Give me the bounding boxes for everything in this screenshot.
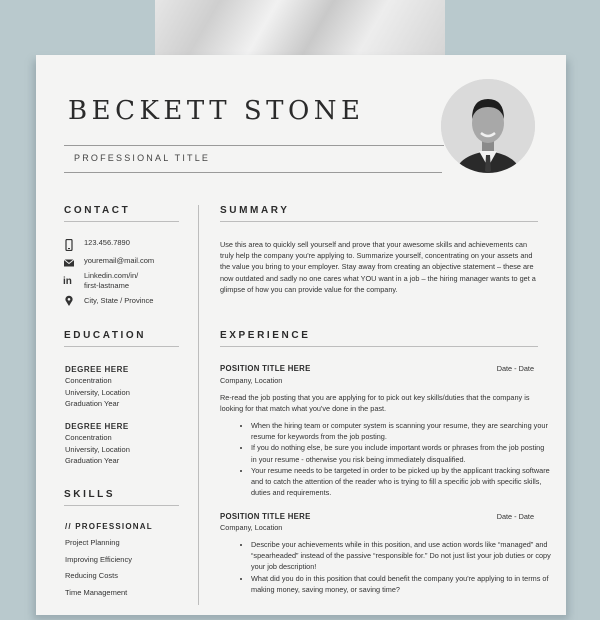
experience-heading: EXPERIENCE — [220, 330, 311, 341]
location-pin-icon — [63, 294, 75, 306]
contact-phone: 123.456.7890 — [84, 238, 130, 247]
education-heading: EDUCATION — [64, 330, 147, 341]
position-title: POSITION TITLE HERE — [220, 364, 311, 373]
education-degree: DEGREE HERE — [65, 365, 129, 374]
svg-text:in: in — [63, 276, 72, 286]
contact-divider — [64, 221, 179, 222]
professional-title: PROFESSIONAL TITLE — [74, 153, 211, 163]
resume-name: BECKETT STONE — [68, 96, 365, 126]
education-school: University, Location — [65, 387, 130, 397]
position-bullet: • Describe your achievements while in this position, and use action words like “managed” and “spearheaded” instead of the passive “responsible for.” Do not just list your job duties or copy your job description! — [251, 539, 551, 573]
education-entry-2 — [65, 421, 130, 466]
education-year: Graduation Year — [65, 398, 120, 408]
position-bullet: • What did you do in this position that could benefit the company you're applying to in terms of making money, saving money, or saving time? — [251, 573, 551, 595]
mail-icon — [63, 256, 75, 268]
contact-heading: CONTACT — [64, 205, 131, 216]
experience-divider — [220, 346, 538, 347]
summary-text: Use this area to quickly sell yourself and prove that your awesome skills and achievements can truly help the company you're applying to. Summarize yourself, concentrating on your assets and the value you bring to your employer. Stay away from creating an objective statement – these are now outdated and sadly no one cares what YOU want in a job – the hiring manager wants to get a glimpse of how you can provide value for the company. — [220, 240, 536, 294]
contact-linkedin — [84, 271, 138, 291]
position-intro: Re-read the job posting that you are applying for to pick out key skills/duties that the company is looking for that match what you've done in the past. — [220, 393, 530, 414]
skills-divider — [64, 505, 179, 506]
position-dates: Date - Date — [496, 512, 534, 521]
position-company: Company, Location — [220, 523, 283, 532]
position-dates: Date - Date — [496, 364, 534, 373]
position-title: POSITION TITLE HERE — [220, 512, 311, 521]
position-bullets — [236, 420, 551, 498]
contact-email: youremail@mail.com — [84, 256, 155, 265]
title-divider-bottom — [64, 172, 442, 173]
position-bullet: • If you do nothing else, be sure you include important words or phrases from the job posting in your resume - otherwise you risk being immediately disqualified. — [251, 442, 551, 464]
skills-heading: SKILLS — [64, 489, 116, 500]
summary-divider — [220, 221, 538, 222]
position-company: Company, Location — [220, 376, 283, 385]
education-degree: DEGREE HERE — [65, 422, 129, 431]
skill-item: Reducing Costs — [65, 571, 118, 580]
position-bullets — [236, 539, 551, 595]
phone-icon — [63, 238, 75, 250]
education-year: Graduation Year — [65, 455, 120, 465]
contact-location: City, State / Province — [84, 296, 154, 305]
education-concentration: Concentration — [65, 376, 112, 386]
marble-background — [155, 0, 445, 62]
summary-heading: SUMMARY — [220, 205, 290, 216]
skill-item: Project Planning — [65, 538, 120, 547]
contact-linkedin-line2: first-lastname — [84, 281, 130, 290]
education-concentration: Concentration — [65, 433, 112, 443]
profile-photo — [441, 79, 535, 173]
education-entry-1 — [65, 364, 130, 409]
education-school: University, Location — [65, 444, 130, 454]
skill-item: Improving Efficiency — [65, 555, 132, 564]
position-bullet: • When the hiring team or computer system is scanning your resume, they are searching your resume for keywords from the job posting. — [251, 420, 551, 442]
skills-subheading: // PROFESSIONAL — [65, 522, 153, 531]
contact-linkedin-line1: Linkedin.com/in/ — [84, 271, 139, 280]
position-bullet: • Your resume needs to be targeted in order to be picked up by the applicant tracking software and to catch the attention of the reader who is trying to fill a specific job with specific skills, duties and requirements. — [251, 465, 551, 499]
education-divider — [64, 346, 179, 347]
title-divider-top — [64, 145, 444, 146]
linkedin-icon — [63, 273, 75, 285]
column-divider — [198, 205, 199, 605]
skill-item: Time Management — [65, 588, 128, 597]
